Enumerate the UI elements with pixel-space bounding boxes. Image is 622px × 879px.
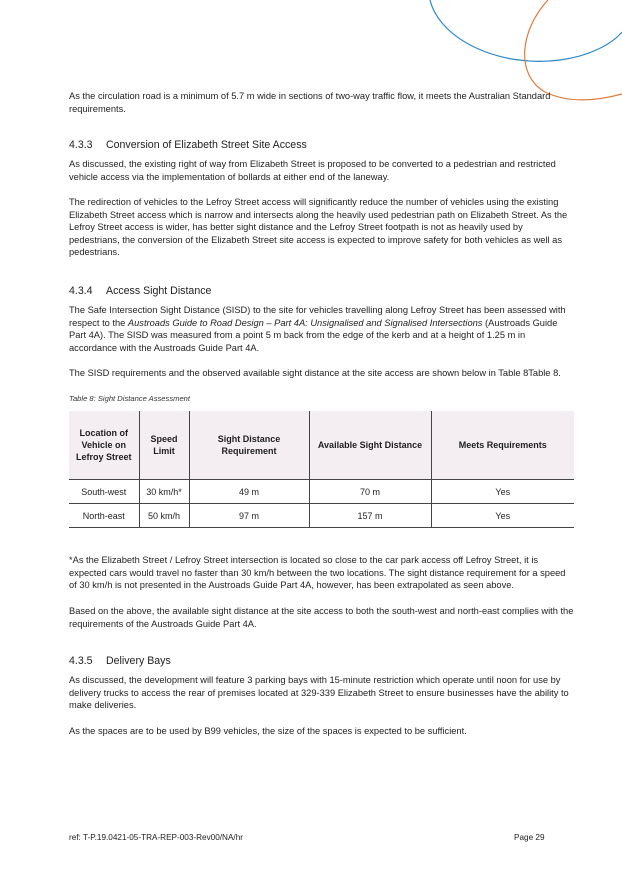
table-cell: Yes	[431, 480, 574, 504]
table-cell: 97 m	[189, 504, 309, 528]
section-number: 4.3.4	[69, 285, 93, 297]
guide-title: Austroads Guide to Road Design – Part 4A: Unsignalised and Signalised Intersections	[127, 317, 483, 328]
footnote-paragraph: *As the Elizabeth Street / Lefroy Street intersection is located so close to the car park access off Lefroy Street, it is expected cars would travel no faster than 30 km/h between the two locations. The sight distance requirement for a speed of 30 km/h is not presented in the Austroads Guide Part 4A, however, has been extrapolated as seen above.	[69, 555, 566, 591]
header-speed-limit: Speed Limit	[139, 411, 189, 480]
paragraph: As discussed, the development will feature 3 parking bays with 15-minute restriction which operate until noon for use by delivery trucks to access the rear of premises located at 329-339 Elizabeth Street to ensure businesses have the ability to make deliveries.	[69, 675, 569, 711]
section-heading-4-3-4	[69, 285, 574, 298]
table-cell: 70 m	[309, 480, 431, 504]
intro-paragraph: As the circulation road is a minimum of 5.7 m wide in sections of two-way traffic flow, it meets the Australian Standard requirements.	[69, 91, 551, 114]
page-number: Page 29	[514, 833, 545, 842]
paragraph	[69, 304, 574, 354]
blue-arc	[430, 0, 622, 61]
section-heading-4-3-5	[69, 655, 574, 668]
paragraph: The redirection of vehicles to the Lefroy Street access will significantly reduce the number of vehicles using the existing Elizabeth Street access which is narrow and intersects along the heavily used pedestrian path on Elizabeth Street. As the Lefroy Street access is wider, has better sight distance and the Lefroy Street footpath is not as heavily used by pedestrians, the conversion of the Elizabeth Street site access is expected to improve safety for both vehicles as well as pedestrians.	[69, 197, 568, 258]
table-cell: 50 km/h	[139, 504, 189, 528]
table-cell: 157 m	[309, 504, 431, 528]
sight-distance-table	[69, 411, 574, 528]
text-run: The Safe Intersection Sight Distance (SISD) to the site for vehicles travelling along Lefroy Street has been assessed with respect to the	[69, 305, 566, 328]
table-cell: South-west	[69, 480, 139, 504]
header-location: Location of Vehicle on Lefroy Street	[69, 411, 139, 480]
orange-arc	[525, 0, 622, 100]
table-cell: Yes	[431, 504, 574, 528]
footer-reference: ref: T-P.19.0421-05-TRA-REP-003-Rev00/NA/hr	[69, 833, 243, 842]
text-run: (Austroads Guide Part 4A). The SISD was measured from a point 5 m back from the edge of the kerb and at a height of 1.25 m in accordance with the Austroads Guide Part 4A.	[69, 317, 558, 353]
table-cell: 49 m	[189, 480, 309, 504]
paragraph: The SISD requirements and the observed available sight distance at the site access are shown below in Table 8Table 8.	[69, 368, 561, 378]
section-title: Delivery Bays	[106, 655, 171, 667]
section-title: Conversion of Elizabeth Street Site Access	[106, 139, 307, 151]
section-number: 4.3.3	[69, 139, 93, 151]
paragraph: As the spaces are to be used by B99 vehicles, the size of the spaces is expected to be sufficient.	[69, 726, 467, 736]
table-cell: 30 km/h*	[139, 480, 189, 504]
header-available: Available Sight Distance	[309, 411, 431, 480]
table-header-row	[69, 411, 574, 480]
header-requirement: Sight Distance Requirement	[189, 411, 309, 480]
table-row	[69, 504, 574, 528]
header-meets: Meets Requirements	[431, 411, 574, 480]
table-row	[69, 480, 574, 504]
table-cell: North-east	[69, 504, 139, 528]
section-title: Access Sight Distance	[106, 285, 212, 297]
section-number: 4.3.5	[69, 655, 93, 667]
paragraph: Based on the above, the available sight distance at the site access to both the south-west and north-east complies with the requirements of the Austroads Guide Part 4A.	[69, 606, 574, 629]
table-caption: Table 8: Sight Distance Assessment	[69, 394, 190, 403]
paragraph: As discussed, the existing right of way from Elizabeth Street is proposed to be converted to a pedestrian and restricted vehicle access via the implementation of bollards at either end of the laneway.	[69, 159, 556, 182]
section-heading-4-3-3	[69, 139, 574, 152]
